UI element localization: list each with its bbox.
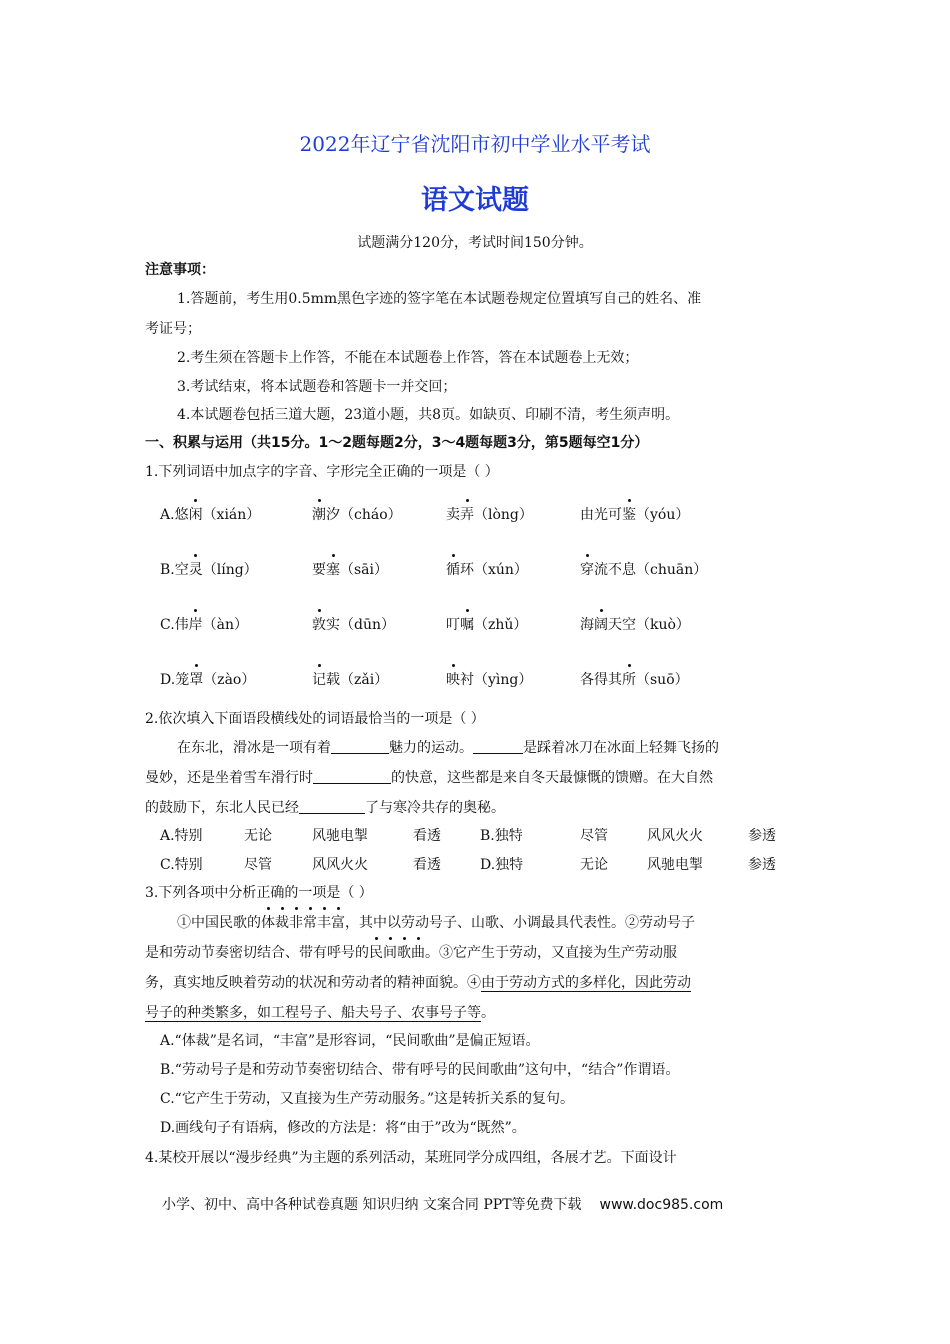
note-1-cont: 考证号； — [145, 321, 201, 337]
q2-option-c-4: 看透 — [413, 857, 441, 873]
underlined-sentence-cont: 号子的种类繁多，如工程号子、船夫号子、农事号子等 — [145, 1005, 481, 1021]
q1-a-word-3: 卖弄（lòng） — [446, 507, 533, 523]
q1-option-c: C.伟岸（àn） — [160, 617, 249, 633]
q2-option-c-2: 尽管 — [244, 857, 272, 873]
q2-option-a: A.特别 — [160, 828, 203, 844]
q2-passage-line-3: 的鼓励下，东北人民已经 了与寒冷共存的奥秘。 — [145, 800, 505, 816]
q3-option-c: C.“它产生于劳动，又直接为生产劳动服务。”这是转折关系的复句。 — [160, 1091, 574, 1107]
underlined-sentence: 由于劳动方式的多样化，因此劳动 — [481, 975, 691, 991]
q3-option-a: A.“体裁”是名词，“丰富”是形容词，“民间歌曲”是偏正短语。 — [160, 1033, 540, 1049]
q2-option-b: B.独特 — [480, 828, 523, 844]
q3-passage-line-2: 是和劳动节奏密切结合、带有呼号的民间歌曲。③它产生于劳动，又直接为生产劳动服 — [145, 945, 677, 961]
q2-option-b-4: 参透 — [748, 828, 776, 844]
q4-stem: 4.某校开展以“漫步经典”为主题的系列活动，某班同学分成四组，各展才艺。下面设计 — [145, 1150, 677, 1166]
q1-d-word-4: 各得其所（suō） — [580, 672, 689, 688]
q2-option-c-3: 风风火火 — [312, 857, 368, 873]
q1-option-d: D.笼罩（zào） — [160, 672, 256, 688]
q2-option-b-2: 尽管 — [580, 828, 608, 844]
q1-b-word-2: 要塞（sāi） — [312, 562, 389, 578]
note-4: 4.本试题卷包括三道大题，23道小题，共8页。如缺页、印刷不清，考生须声明。 — [177, 407, 680, 423]
q2-option-d-2: 无论 — [580, 857, 608, 873]
note-3: 3.考试结束，将本试题卷和答题卡一并交回； — [177, 379, 457, 395]
q1-b-word-3: 循环（xún） — [446, 562, 528, 578]
exam-info: 试题满分120分，考试时间150分钟。 — [357, 235, 593, 251]
q2-option-a-3: 风驰电掣 — [312, 828, 368, 844]
note-1: 1.答题前，考生用0.5mm黑色字迹的签字笔在本试题卷规定位置填写自己的姓名、准 — [177, 291, 702, 307]
q2-option-d: D.独特 — [480, 857, 524, 873]
q2-option-a-2: 无论 — [244, 828, 272, 844]
q2-passage-line-2: 曼妙，还是坐着雪车滑行时 的快意，这些都是来自冬天最慷慨的馈赠。在大自然 — [145, 770, 713, 786]
q2-option-d-4: 参透 — [748, 857, 776, 873]
q1-c-word-4: 海阔天空（kuò） — [580, 617, 690, 633]
section-1-heading: 一、积累与运用（共15分。1～2题每题2分，3～4题每题3分，第5题每空1分） — [145, 435, 649, 451]
q1-b-word-4: 穿流不息（chuān） — [580, 562, 708, 578]
q1-a-word-2: 潮汐（cháo） — [312, 507, 402, 523]
footer-url[interactable]: www.doc985.com — [599, 1197, 724, 1213]
q1-stem: 1.下列词语中加点字的字音、字形完全正确的一项是（ ） — [145, 464, 499, 480]
q1-d-word-3: 映衬（yìng） — [446, 672, 533, 688]
q3-passage-line-4: 号子的种类繁多，如工程号子、船夫号子、农事号子等。 — [145, 1005, 495, 1021]
q2-option-d-3: 风驰电掣 — [647, 857, 703, 873]
notes-heading: 注意事项： — [145, 262, 215, 278]
exam-title: 2022年辽宁省沈阳市初中学业水平考试 — [299, 132, 651, 156]
q2-option-b-3: 风风火火 — [647, 828, 703, 844]
q1-c-word-3: 叮嘱（zhǔ） — [446, 617, 528, 633]
q1-c-word-2: 敦实（dūn） — [312, 617, 395, 633]
note-2: 2.考生须在答题卡上作答，不能在本试题卷上作答，答在本试题卷上无效； — [177, 350, 639, 366]
q2-option-c: C.特别 — [160, 857, 203, 873]
q1-a-word-4: 由光可鉴（yóu） — [580, 507, 690, 523]
q2-passage-line-1: 在东北，滑冰是一项有着 魅力的运动。 是踩着冰刀在冰面上轻舞飞扬的 — [177, 740, 719, 756]
q1-option-a: A.悠闲（xián） — [160, 507, 261, 523]
subject-title: 语文试题 — [421, 185, 529, 216]
q2-option-a-4: 看透 — [413, 828, 441, 844]
q1-option-b: B.空灵（líng） — [160, 562, 258, 578]
q3-passage-line-1: ①中国民歌的体裁非常丰富，其中以劳动号子、山歌、小调最具代表性。②劳动号子 — [177, 915, 695, 931]
q3-option-d: D.画线句子有语病，修改的方法是：将“由于”改为“既然”。 — [160, 1120, 526, 1136]
q3-option-b: B.“劳动号子是和劳动节奏密切结合、带有呼号的民间歌曲”这句中，“结合”作谓语。 — [160, 1062, 680, 1078]
page-footer — [162, 1194, 723, 1214]
q1-d-word-2: 记载（zǎi） — [312, 672, 389, 688]
q2-stem: 2.依次填入下面语段横线处的词语最恰当的一项是（ ） — [145, 711, 485, 727]
q3-passage-line-3: 务，真实地反映着劳动的状况和劳动者的精神面貌。④由于劳动方式的多样化，因此劳动 — [145, 975, 691, 991]
footer-text: 小学、初中、高中各种试卷真题 知识归纳 文案合同 PPT等免费下载 — [162, 1197, 582, 1213]
q3-stem: 3.下列各项中分析正确的一项是（ ） — [145, 885, 373, 901]
